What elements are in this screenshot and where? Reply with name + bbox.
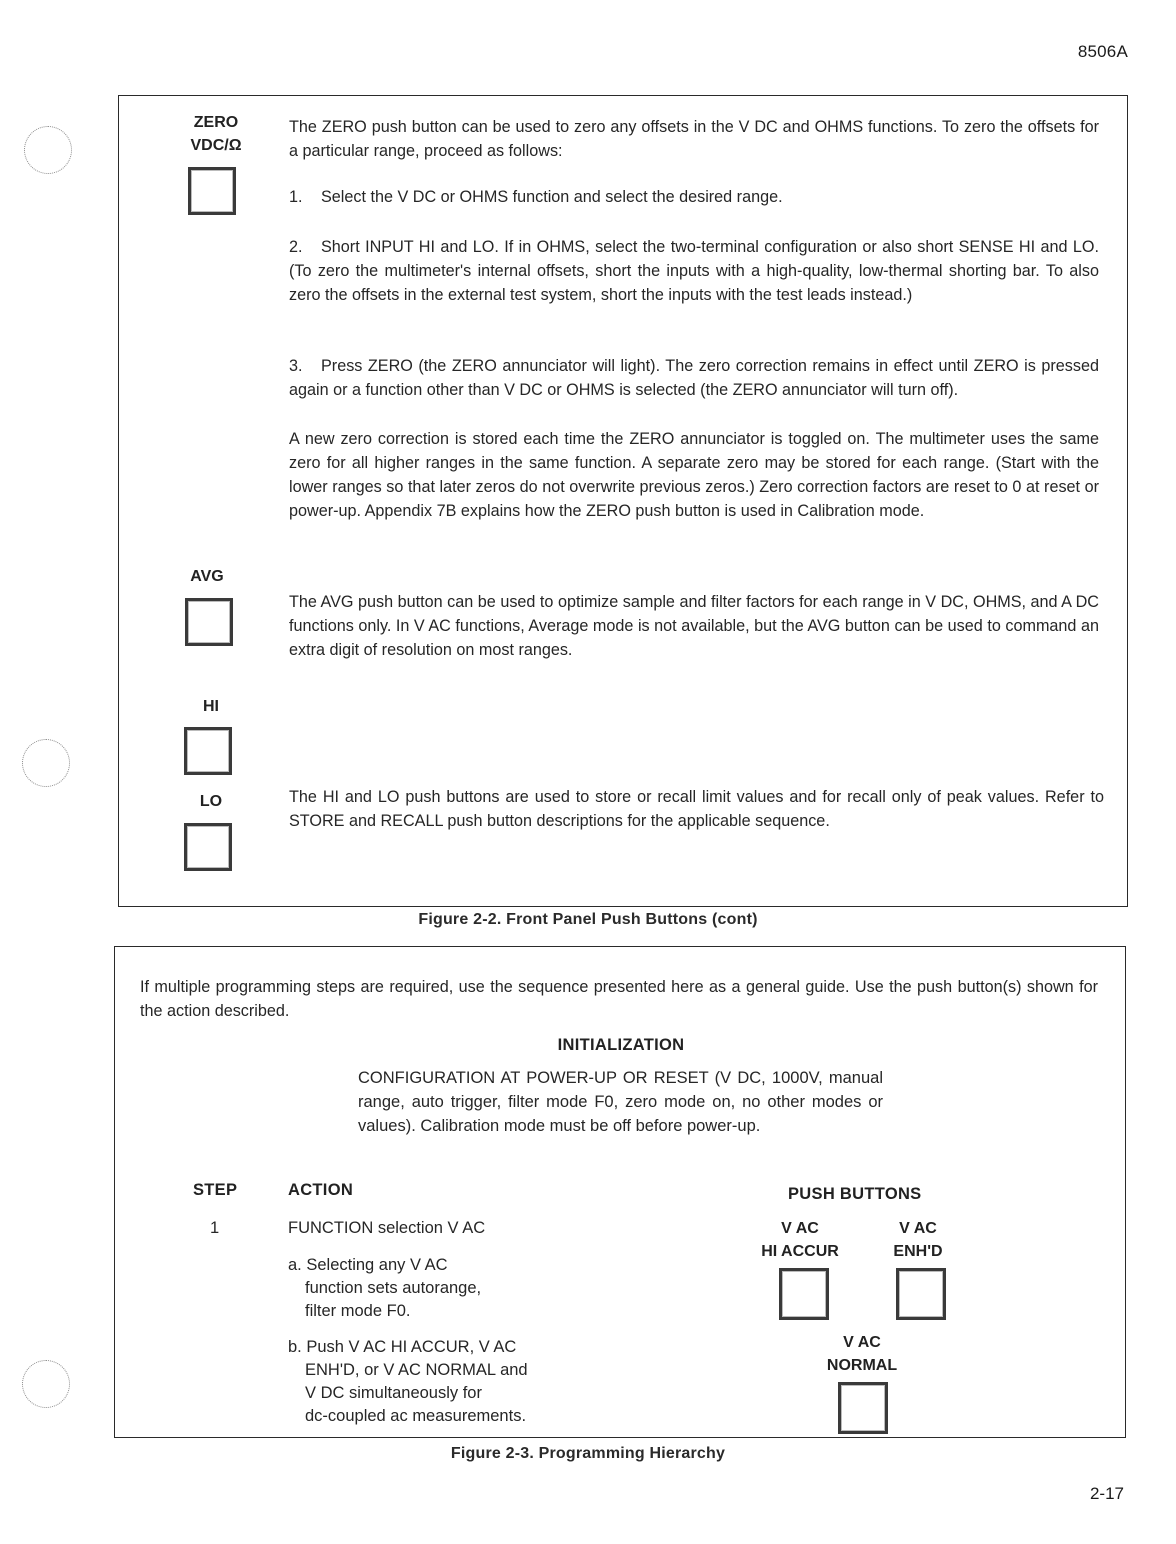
- zero-button-label: [178, 111, 254, 157]
- step-text: Select the V DC or OHMS function and select the desired range.: [321, 188, 783, 206]
- label-line2: HI ACCUR: [761, 1243, 839, 1260]
- vac-enhd-push-button[interactable]: [896, 1268, 946, 1320]
- sub-a-line: function sets autorange,: [305, 1279, 482, 1297]
- action-sub-a: [288, 1254, 481, 1323]
- programming-intro: If multiple programming steps are required, use the sequence presented here as a general guide. Use the push button(s) shown for the action described.: [140, 978, 1098, 1020]
- figure-2-2-caption: Figure 2-2. Front Panel Push Buttons (cont): [418, 911, 758, 928]
- action-sub-b: [288, 1336, 528, 1428]
- action-text-1: FUNCTION selection V AC: [288, 1219, 486, 1237]
- zero-step-1: [289, 185, 1099, 209]
- action-header: ACTION: [288, 1181, 354, 1199]
- punch-hole-icon: [24, 126, 72, 174]
- step-number: 1.: [289, 188, 303, 206]
- zero-intro-text: The ZERO push button can be used to zero any offsets in the V DC and OHMS functions. To zero the offsets for a particular range, proceed as follows:: [289, 118, 1099, 160]
- step-header: STEP: [193, 1181, 238, 1199]
- label-line1: V AC: [899, 1220, 937, 1237]
- vac-normal-label: [810, 1331, 914, 1377]
- avg-description: The AVG push button can be used to optimize sample and filter factors for each range in V DC, OHMS, and A DC functions only. In V AC functions, Average mode is not available, but the AVG button can be used to command an extra digit of resolution on most ranges.: [289, 593, 1099, 659]
- lo-button-label: LO: [199, 793, 223, 810]
- step-text: Short INPUT HI and LO. If in OHMS, select the two-terminal configuration or also short SENSE HI and LO. (To zero the multimeter's internal offsets, short the inputs with a high-quality, low-thermal shorting bar. To also zero the offsets in the external test system, short the inputs with the test leads instead.): [289, 238, 1099, 304]
- label-line1: V AC: [843, 1334, 881, 1351]
- avg-button-label: AVG: [190, 568, 224, 585]
- hi-push-button[interactable]: [184, 727, 232, 775]
- zero-label-line2: VDC/Ω: [190, 137, 242, 154]
- model-number: 8506A: [1077, 42, 1128, 61]
- zero-label-line1: ZERO: [193, 114, 239, 131]
- label-line2: NORMAL: [826, 1357, 898, 1374]
- hilo-description: The HI and LO push buttons are used to store or recall limit values and for recall only of peak values. Refer to STORE and RECALL push button descriptions for the applicable sequence.: [289, 788, 1104, 830]
- label-line2: ENH'D: [893, 1243, 943, 1260]
- sub-b-line: dc-coupled ac measurements.: [305, 1407, 527, 1425]
- initialization-title: INITIALIZATION: [557, 1036, 685, 1054]
- zero-step-2: [289, 235, 1099, 307]
- push-buttons-header: PUSH BUTTONS: [788, 1185, 922, 1203]
- initialization-text: CONFIGURATION AT POWER-UP OR RESET (V DC, 1000V, manual range, auto trigger, filter mode F0, zero mode on, no other modes or values). Calibration mode must be off before power-up.: [358, 1069, 883, 1135]
- vac-normal-push-button[interactable]: [838, 1382, 888, 1434]
- sub-a-line: a. Selecting any V AC: [288, 1256, 448, 1274]
- punch-hole-icon: [22, 739, 70, 787]
- sub-b-line: V DC simultaneously for: [305, 1384, 482, 1402]
- page-number: 2-17: [1089, 1484, 1124, 1503]
- lo-push-button[interactable]: [184, 823, 232, 871]
- avg-push-button[interactable]: [185, 598, 233, 646]
- step-number: 2.: [289, 238, 303, 256]
- sub-b-line: b. Push V AC HI ACCUR, V AC: [288, 1338, 517, 1356]
- vac-hi-accur-push-button[interactable]: [779, 1268, 829, 1320]
- step-number-1: 1: [210, 1219, 220, 1237]
- sub-a-line: filter mode F0.: [305, 1302, 411, 1320]
- sub-b-line: ENH'D, or V AC NORMAL and: [305, 1361, 528, 1379]
- zero-note-text: A new zero correction is stored each time the ZERO annunciator is toggled on. The multimeter uses the same zero for all higher ranges in the same function. A separate zero may be stored for each range. (Start with the lower ranges so that later zeros do not overwrite previous zeros.) Zero correction factors are reset to 0 at reset or power-up. Appendix 7B explains how the ZERO push button is used in Calibration mode.: [289, 430, 1099, 520]
- hi-button-label: HI: [203, 698, 219, 715]
- step-number: 3.: [289, 357, 303, 375]
- vac-hi-accur-label: [745, 1217, 855, 1263]
- zero-push-button[interactable]: [188, 167, 236, 215]
- punch-hole-icon: [22, 1360, 70, 1408]
- vac-enhd-label: [870, 1217, 966, 1263]
- zero-step-3: [289, 354, 1099, 402]
- step-text: Press ZERO (the ZERO annunciator will light). The zero correction remains in effect until ZERO is pressed again or a function other than V DC or OHMS is selected (the ZERO annunciator will turn off).: [289, 357, 1099, 399]
- label-line1: V AC: [781, 1220, 819, 1237]
- figure-2-3-caption: Figure 2-3. Programming Hierarchy: [450, 1445, 726, 1462]
